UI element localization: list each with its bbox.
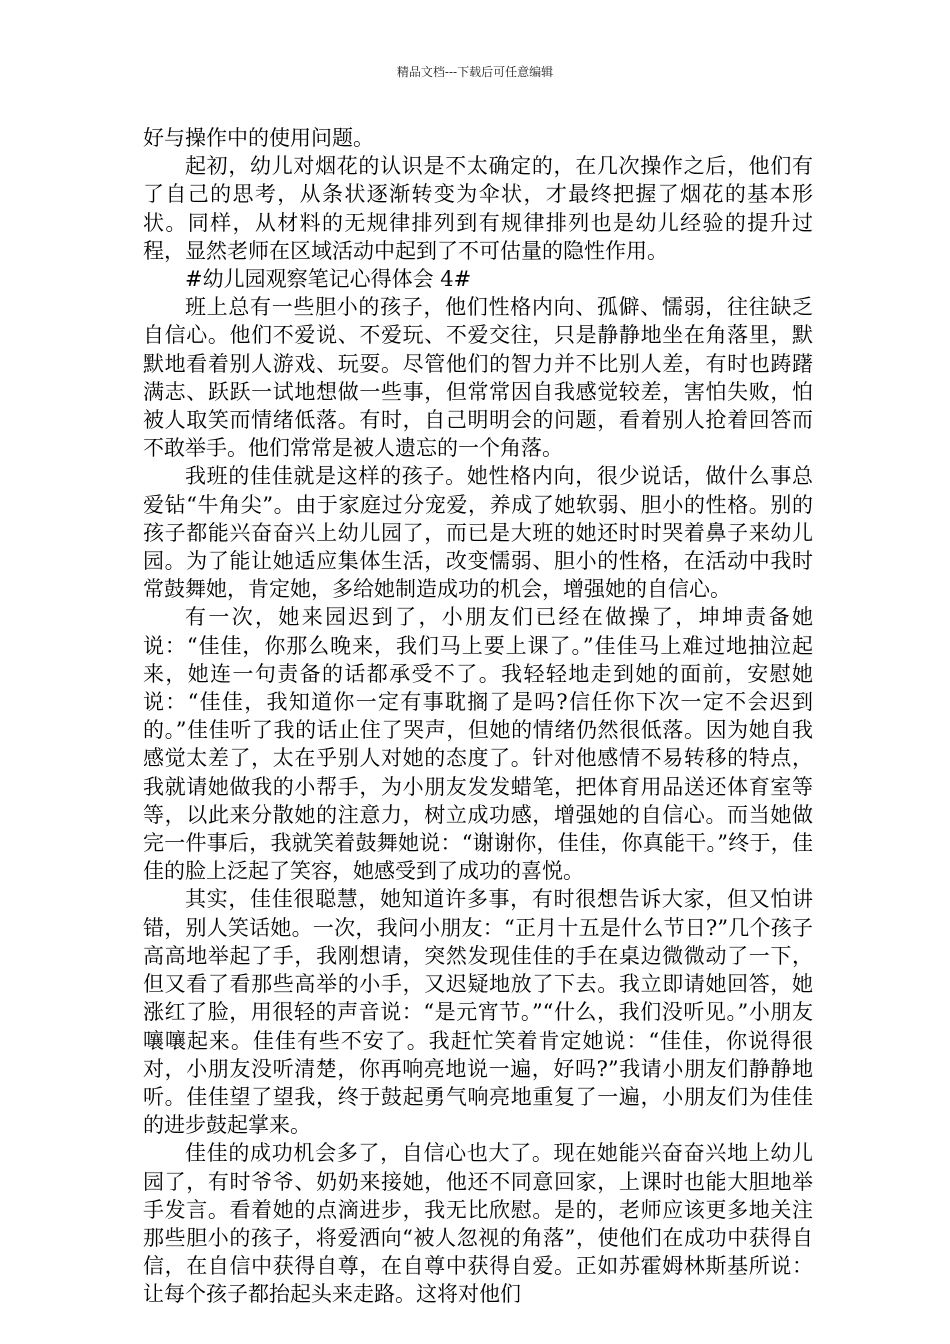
paragraph: 班上总有一些胆小的孩子，他们性格内向、孤僻、懦弱，往往缺乏自信心。他们不爱说、不爱玩、不爱交往，只是静静地坐在角落里，默默地看着别人游戏、玩耍。尽管他们的智力并不比别人差，有时也踌躇满志、跃跃一试地想做一些事，但常常因自我感觉较差，害怕失败，怕被人取笑而情绪低落。有时，自己明明会的问题，看着别人抢着回答而不敢举手。他们常常是被人遗忘的一个角落。 xyxy=(143,295,813,461)
page-header: 精品文档---下载后可任意编辑 xyxy=(396,65,554,79)
paragraph: 起初，幼儿对烟花的认识是不太确定的，在几次操作之后，他们有了自己的思考，从条状逐渐转变为伞状，才最终把握了烟花的基本形状。同样，从材料的无规律排列到有规律排列也是幼儿经验的提升过程，显然老师在区域活动中起到了不可估量的隐性作用。 xyxy=(143,154,813,263)
paragraph-continuation: 好与操作中的使用问题。 xyxy=(143,126,374,150)
section-heading: #幼儿园观察笔记心得体会 4# xyxy=(185,267,472,292)
paragraph: 有一次，她来园迟到了，小朋友们已经在做操了，坤坤责备她说：“佳佳，你那么晚来，我们马上要上课了。”佳佳马上难过地抽泣起来，她连一句责备的话都承受不了。我轻轻地走到她的面前，安慰她说：“佳佳，我知道你一定有事耽搁了是吗?信任你下次一定不会迟到的。”佳佳听了我的话止住了哭声，但她的情绪仍然很低落。因为她自我感觉太差了，太在乎别人对她的态度了。针对他感情不易转移的特点，我就请她做我的小帮手，为小朋友发发蜡笔，把体育用品送还体育室等等，以此来分散她的注意力，树立成功感，增强她的自信心。而当她做完一件事后，我就笑着鼓舞她说：“谢谢你，佳佳，你真能干。”终于，佳佳的脸上泛起了笑容，她感受到了成功的喜悦。 xyxy=(143,605,813,884)
paragraph: 佳佳的成功机会多了，自信心也大了。现在她能兴奋奋兴地上幼儿园了，有时爷爷、奶奶来接她，他还不同意回家，上课时也能大胆地举手发言。看着她的点滴进步，我无比欣慰。是的，老师应该更多地关注那些胆小的孩子，将爱洒向“被人忽视的角落”，使他们在成功中获得自信，在自信中获得自尊，在自尊中获得自爱。正如苏霍姆林斯基所说：让每个孩子都抬起头来走路。这将对他们 xyxy=(143,1141,813,1307)
document-body xyxy=(143,124,813,1309)
paragraph: 我班的佳佳就是这样的孩子。她性格内向，很少说话，做什么事总爱钻“牛角尖”。由于家庭过分宠爱，养成了她软弱、胆小的性格。别的孩子都能兴奋奋兴上幼儿园了，而已是大班的她还时时哭着鼻子来幼儿园。为了能让她适应集体生活，改变懦弱、胆小的性格，在活动中我时常鼓舞她，肯定她，多给她制造成功的机会，增强她的自信心。 xyxy=(143,464,813,602)
paragraph: 其实，佳佳很聪慧，她知道许多事，有时很想告诉大家，但又怕讲错，别人笑话她。一次，我问小朋友：“正月十五是什么节日?”几个孩子高高地举起了手，我刚想请，突然发现佳佳的手在桌边微微动了一下，但又看了看那些高举的小手，又迟疑地放了下去。我立即请她回答，她涨红了脸，用很轻的声音说：“是元宵节。”“什么，我们没听见。”小朋友嚷嚷起来。佳佳有些不安了。我赶忙笑着肯定她说：“佳佳，你说得很对，小朋友没听清楚，你再响亮地说一遍，好吗?”我请小朋友们静静地听。佳佳望了望我，终于鼓起勇气响亮地重复了一遍，小朋友们为佳佳的进步鼓起掌来。 xyxy=(143,887,813,1138)
